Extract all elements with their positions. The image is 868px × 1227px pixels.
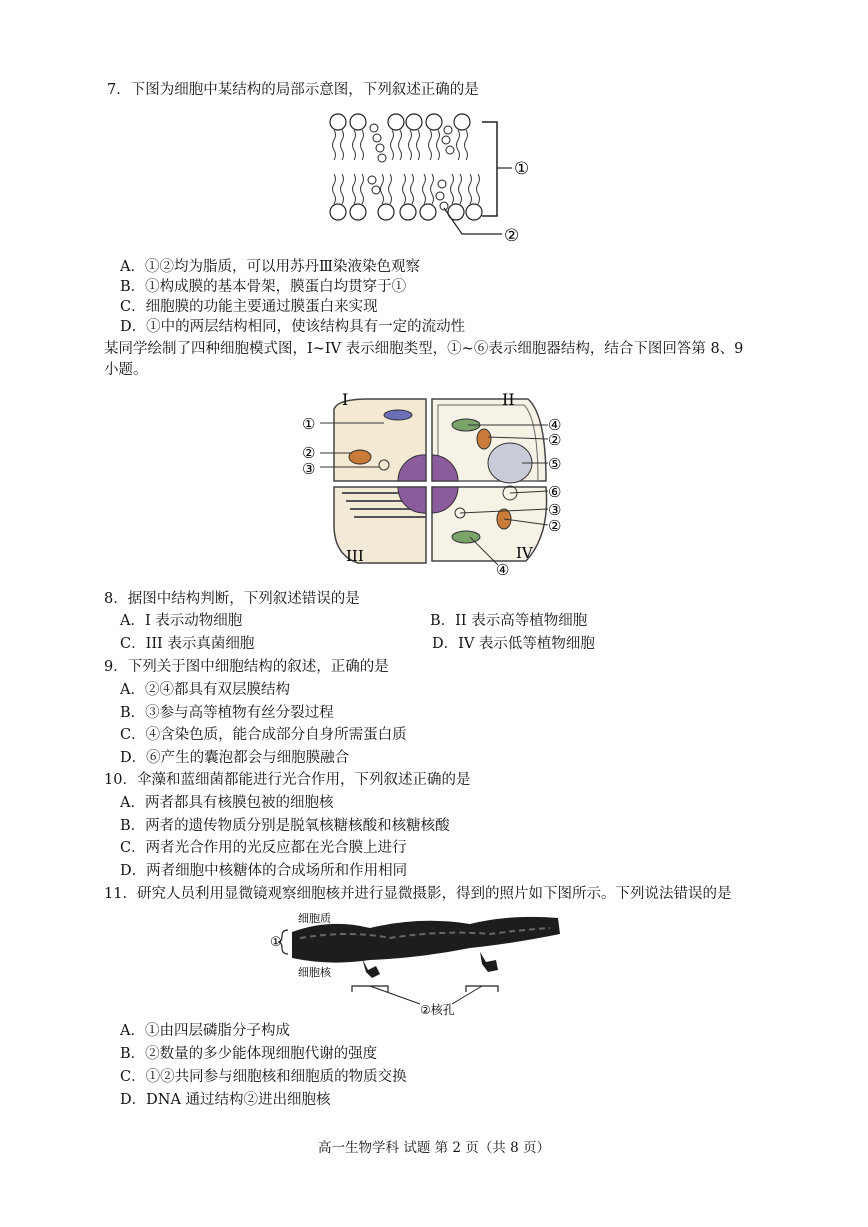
q11-stem: 11．研究人员利用显微镜观察细胞核并进行显微摄影，得到的照片如下图所示。下列说法错误的是 xyxy=(104,886,732,902)
page-footer: 高一生物学科 试题 第 2 页（共 8 页） xyxy=(318,1140,550,1156)
pore-label: ②核孔 xyxy=(420,1003,455,1017)
cell-label-right-1: ④ xyxy=(548,416,562,434)
membrane-label-1: ① xyxy=(514,159,530,179)
q10-option-d: D．两者细胞中核糖体的合成场所和作用相同 xyxy=(120,863,408,879)
cell-label-right-5: ③ xyxy=(548,501,562,519)
quadrant-iv: IV xyxy=(516,544,533,562)
quadrant-ii: II xyxy=(502,390,515,409)
cell-types-diagram xyxy=(298,385,578,580)
q10-option-c: C．两者光合作用的光反应都在光合膜上进行 xyxy=(120,840,407,856)
q10-option-b: B．两者的遗传物质分别是脱氧核糖核酸和核糖核酸 xyxy=(120,818,450,834)
q8-option-c: C．III 表示真菌细胞 xyxy=(120,636,255,652)
cell-label-right-3: ⑤ xyxy=(548,455,562,473)
q7-option-c: C．细胞膜的功能主要通过膜蛋白来实现 xyxy=(120,299,378,315)
q11-option-a: A．①由四层磷脂分子构成 xyxy=(120,1023,290,1039)
q11-option-d: D．DNA 通过结构②进出细胞核 xyxy=(120,1092,331,1108)
quadrant-i: I xyxy=(342,390,349,409)
q8-option-d: D．IV 表示低等植物细胞 xyxy=(432,636,595,652)
q8-option-a: A．I 表示动物细胞 xyxy=(120,613,243,629)
cell-label-left-3: ③ xyxy=(302,460,316,478)
cell-label-right-4: ⑥ xyxy=(548,483,562,501)
nucleus-label: 细胞核 xyxy=(298,966,331,979)
cytoplasm-label: 细胞质 xyxy=(298,912,331,925)
q7-option-a: A．①②均为脂质，可以用苏丹Ⅲ染液染色观察 xyxy=(120,259,420,275)
q8-option-b: B．II 表示高等植物细胞 xyxy=(430,613,588,629)
q10-stem: 10．伞藻和蓝细菌都能进行光合作用，下列叙述正确的是 xyxy=(104,772,471,788)
q7-stem: 7．下图为细胞中某结构的局部示意图，下列叙述正确的是 xyxy=(107,82,479,98)
quadrant-iii: III xyxy=(346,547,364,565)
intro-line-2: 小题。 xyxy=(104,362,148,378)
membrane-label-2: ② xyxy=(504,226,520,246)
intro-line-1: 某同学绘制了四种细胞模式图，I~IV 表示细胞类型，①~⑥表示细胞器结构，结合下图回答第 8、9 xyxy=(104,341,744,357)
nucleus-micrograph xyxy=(270,908,570,1018)
q8-stem: 8．据图中结构判断，下列叙述错误的是 xyxy=(104,591,360,607)
cell-label-left-2: ② xyxy=(302,444,316,462)
q9-option-b: B．③参与高等植物有丝分裂过程 xyxy=(120,705,334,721)
cell-label-left-1: ① xyxy=(302,415,316,433)
q10-option-a: A．两者都具有核膜包被的细胞核 xyxy=(120,795,334,811)
membrane-diagram xyxy=(322,108,552,248)
q9-option-d: D．⑥产生的囊泡都会与细胞膜融合 xyxy=(120,750,350,766)
q9-stem: 9．下列关于图中细胞结构的叙述，正确的是 xyxy=(104,659,389,675)
q7-option-d: D．①中的两层结构相同，使该结构具有一定的流动性 xyxy=(120,319,466,335)
q9-option-c: C．④含染色质，能合成部分自身所需蛋白质 xyxy=(120,727,407,743)
q11-option-c: C．①②共同参与细胞核和细胞质的物质交换 xyxy=(120,1069,407,1085)
cell-label-right-7: ④ xyxy=(496,561,510,579)
envelope-label: ① xyxy=(270,935,282,950)
q7-option-b: B．①构成膜的基本骨架，膜蛋白均贯穿于① xyxy=(120,279,407,295)
q9-option-a: A．②④都具有双层膜结构 xyxy=(120,682,290,698)
cell-label-right-2: ② xyxy=(548,431,562,449)
cell-label-right-6: ② xyxy=(548,517,562,535)
q11-option-b: B．②数量的多少能体现细胞代谢的强度 xyxy=(120,1046,378,1062)
